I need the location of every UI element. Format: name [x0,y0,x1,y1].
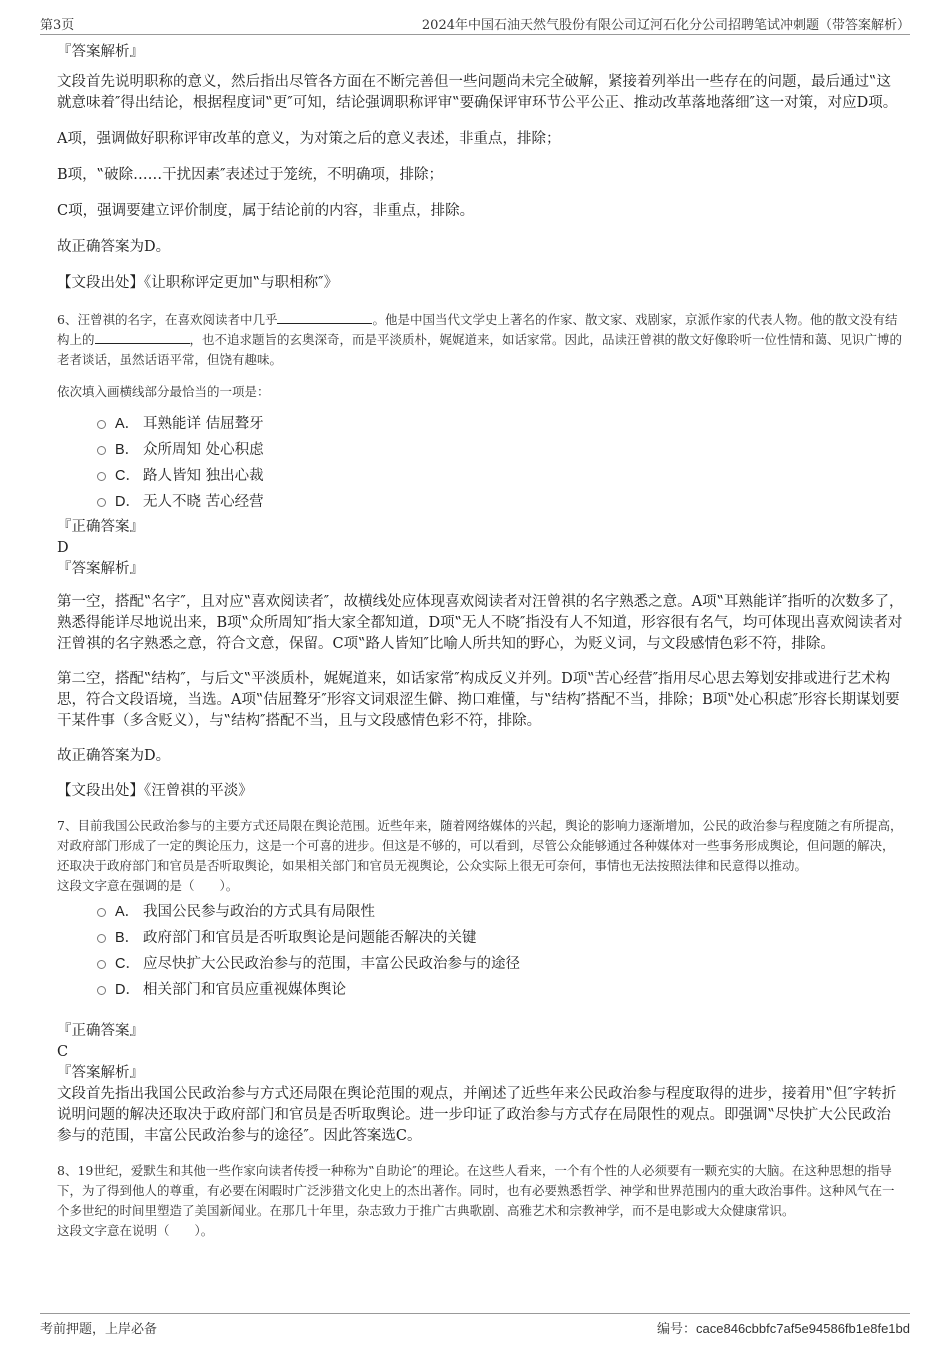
q6-analysis-label: 『答案解析』 [57,561,144,577]
q7-correct-label: 『正确答案』 [57,1023,144,1039]
q7-option-d[interactable]: D． 相关部门和官员应重视媒体舆论 [57,977,905,1003]
document-serial: 编号：cace846cbbfc7af5e94586fb1e8fe1bd [657,1321,910,1336]
q5-analysis-p2: A项，强调做好职称评审改革的意义，为对策之后的意义表述，非重点，排除； [57,131,561,147]
q6-stem: 6、汪曾祺的名字，在喜欢阅读者中几乎 。他是中国当代文学史上著名的作家、散文家、戏剧家，京派作家的代表人物。他的散文没有结构上的 ，也不追求题旨的玄奥深奇，而是平淡质朴，娓娓道来，如话家常。因此，品读汪曾祺的散文好像聆听一位性情和蔼、见识广博的老者谈话，虽然话语平常，但饶有趣味。 [57,312,903,367]
q6-option-c[interactable]: C． 路人皆知 独出心裁 [57,463,905,489]
q5-source: 【文段出处】《让职称评定更加‟与职相称″》 [57,275,339,291]
q7-option-a[interactable]: A． 我国公民参与政治的方式具有局限性 [57,899,905,925]
footer-slogan: 考前押题，上岸必备 [40,1322,158,1337]
q6-analysis-p2: 第二空，搭配‟结构″，与后文‟平淡质朴，娓娓道来，如话家常″构成反义并列。D项‟苦心经营″指用尽心思去筹划安排或进行艺术构思，符合文段语境，当选。A项‟佶屈聱牙″形容文词艰涩生僻、拗口难懂，与‟结构″搭配不当，排除；B项‟处心积虑″形容长期谋划要干某件事（多含贬义），与‟结构″搭配不当，且与文段感情色彩不符，排除。 [57,671,900,729]
radio-icon[interactable] [97,472,106,481]
q6-answer-line: 故正确答案为D。 [57,748,171,764]
q5-analysis-p1: 文段首先说明职称的意义，然后指出尽管各方面在不断完善但一些问题尚未完全破解，紧接着列举出一些存在的问题，最后通过‟这就意味着″得出结论，根据程度词‟更″可知，结论强调职称评审‟要确保评审环节公平公正、推动改革落地落细″这一对策，对应D项。 [57,74,898,111]
q6-blank-2 [95,331,190,344]
document-title: 2024年中国石油天然气股份有限公司辽河石化分公司招聘笔试冲刺题（带答案解析） [421,18,910,33]
q6-options [57,411,905,515]
radio-icon[interactable] [97,420,106,429]
q6-blank-1 [277,311,372,324]
radio-icon[interactable] [97,934,106,943]
q5-analysis-p3: B项，‟破除……干扰因素″表述过于笼统，不明确项，排除； [57,167,443,183]
q7-analysis-p1: 文段首先指出我国公民政治参与方式还局限在舆论范围的观点，并阐述了近些年来公民政治参与程度取得的进步，接着用‟但″字转折说明问题的解决还取决于政府部门和官员是否听取舆论。进一步印证了政治参与方式存在局限性的观点。即强调‟尽快扩大公民政治参与的范围，丰富公民政治参与的途径″。因此答案选C。 [57,1086,897,1144]
radio-icon[interactable] [97,498,106,507]
page-footer [40,1313,910,1338]
radio-icon[interactable] [97,446,106,455]
q6-analysis-p1: 第一空，搭配‟名字″，且对应‟喜欢阅读者″，故横线处应体现喜欢阅读者对汪曾祺的名字熟悉之意。A项‟耳熟能详″指听的次数多了，熟悉得能详尽地说出来，B项‟众所周知″指大家全都知道，D项‟无人不晓″指没有人不知道，形容很有名气，均可体现出喜欢阅读者对汪曾祺的名字熟悉之意，符合文意，保留。C项‟路人皆知″比喻人所共知的野心，为贬义词，与文段感情色彩不符，排除。 [57,594,904,652]
q8-prompt: 这段文字意在说明（ ）。 [57,1223,214,1238]
q6-option-b[interactable]: B． 众所周知 处心积虑 [57,437,905,463]
page-number: 第3页 [40,18,75,33]
q7-analysis-label: 『答案解析』 [57,1065,144,1081]
q7-stem: 7、目前我国公民政治参与的主要方式还局限在舆论范围。近些年来，随着网络媒体的兴起，舆论的影响力逐渐增加，公民的政治参与程度随之有所提高，对政府部门形成了一定的舆论压力，这是一个可喜的进步。但这是不够的，可以看到，尽管公众能够通过各种媒体对一些事务形成舆论，但问题的解决，还取决于政府部门和官员是否听取舆论，如果相关部门和官员无视舆论，公众实际上很无可奈何，事情也无法按照法律和民意得以推动。 [57,818,903,873]
q8-stem: 8、19世纪，爱默生和其他一些作家向读者传授一种称为‟自助论″的理论。在这些人看来，一个有个性的人必须要有一颗充实的大脑。在这种思想的指导下，为了得到他人的尊重，有必要在闲暇时广泛涉猎文化史上的杰出著作。同时，也有必要熟悉哲学、神学和世界范围内的重大政治事件。这种风气在一个多世纪的时间里塑造了美国新闻业。在那几十年里，杂志致力于推广古典歌剧、高雅艺术和宗教神学，而不是电影或大众健康常识。 [57,1163,895,1218]
q7-options [57,899,905,1003]
radio-icon[interactable] [97,960,106,969]
radio-icon[interactable] [97,986,106,995]
q6-option-a[interactable]: A． 耳熟能详 佶屈聱牙 [57,411,905,437]
q7-correct-answer: C [57,1044,69,1060]
q6-option-d[interactable]: D． 无人不晓 苦心经营 [57,489,905,515]
q6-source: 【文段出处】《汪曾祺的平淡》 [57,783,253,799]
q5-analysis-p4: C项，强调要建立评价制度，属于结论前的内容，非重点，排除。 [57,203,475,219]
q7-prompt: 这段文字意在强调的是（ ）。 [57,878,239,893]
q6-correct-label: 『正确答案』 [57,519,144,535]
page-content [57,42,905,1241]
q7-option-c[interactable]: C． 应尽快扩大公民政治参与的范围，丰富公民政治参与的途径 [57,951,905,977]
q5-analysis-label: 『答案解析』 [57,44,144,60]
q7-option-b[interactable]: B． 政府部门和官员是否听取舆论是问题能否解决的关键 [57,925,905,951]
q6-correct-answer: D [57,540,69,556]
q6-prompt: 依次填入画横线部分最恰当的一项是： [57,384,270,399]
page-header [40,10,910,35]
radio-icon[interactable] [97,908,106,917]
q5-answer-line: 故正确答案为D。 [57,239,171,255]
